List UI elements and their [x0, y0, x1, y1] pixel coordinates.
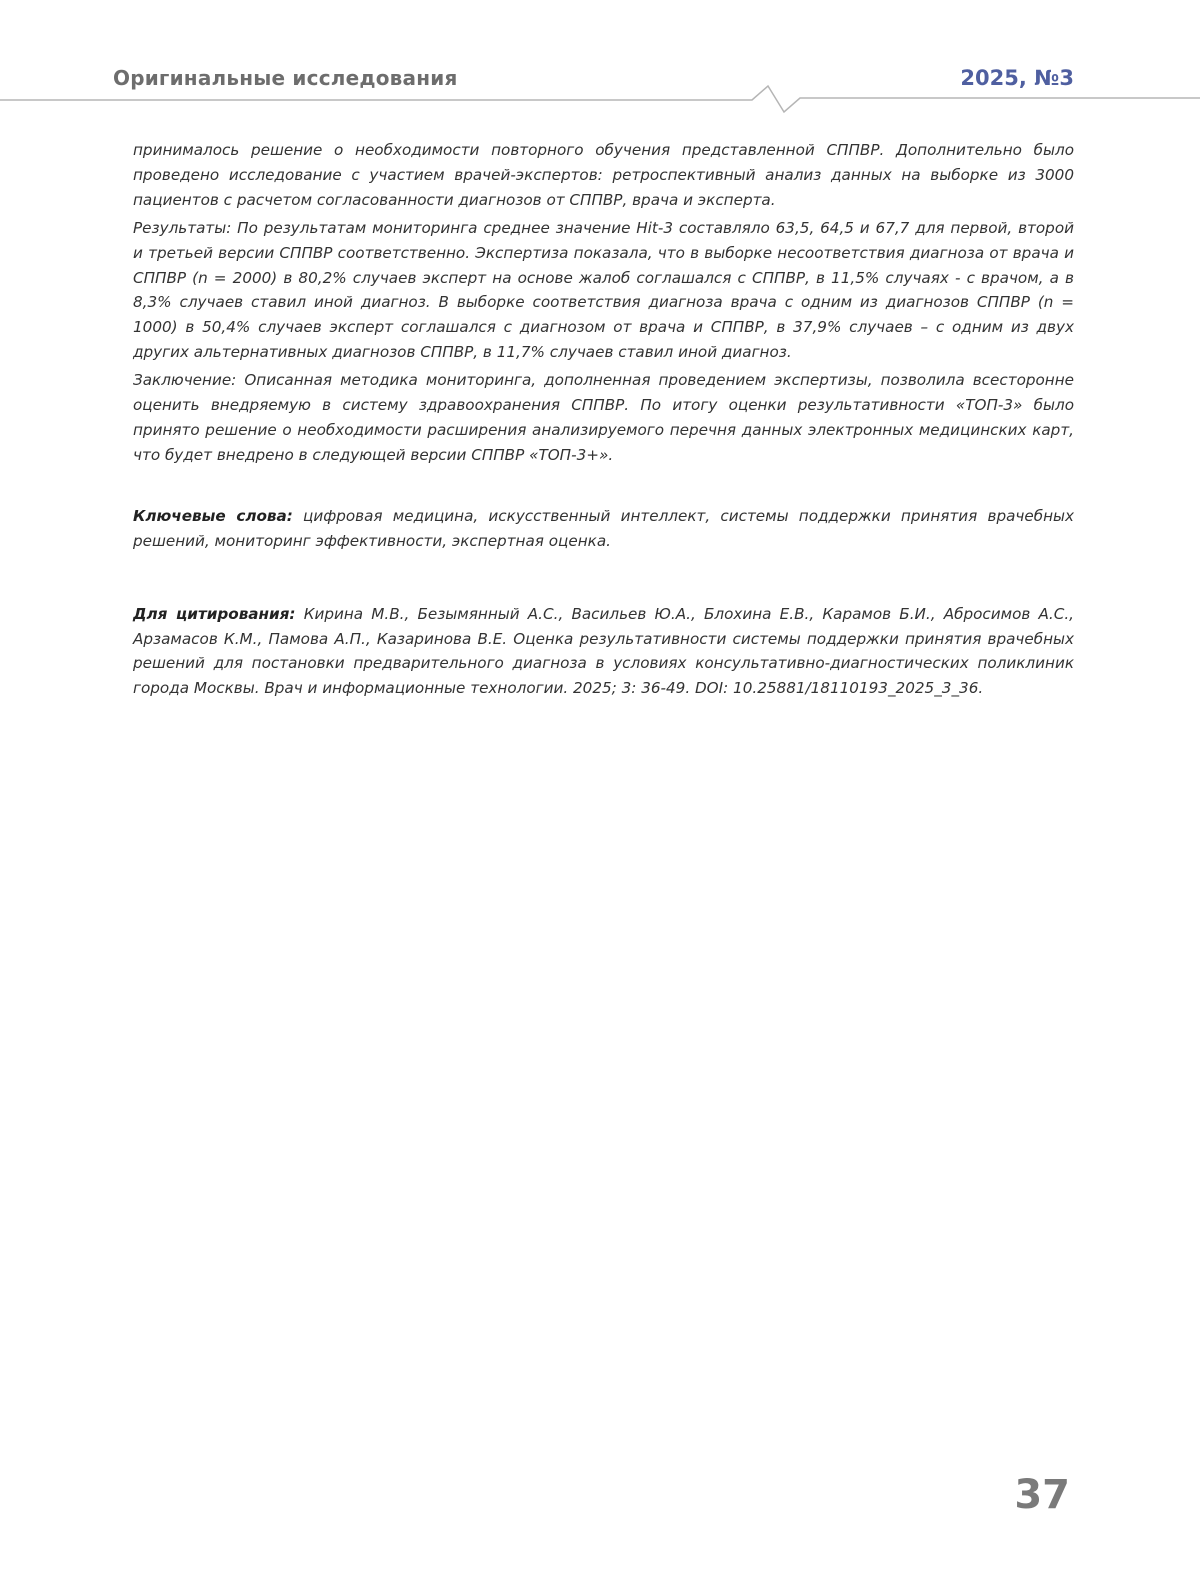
page-number: 37: [1014, 1472, 1070, 1518]
abstract-intro-continuation: принималось решение о необходимости повторного обучения представленной СППВР. Дополнительно было проведено исследование с участием врачей-экспертов: ретроспективный анализ данных на выборке из 3000 пациентов с расчетом согласованности диагнозов от СППВР, врача и эксперта.: [133, 141, 1074, 209]
keywords-label: Ключевые слова:: [133, 506, 293, 525]
header-divider: [0, 84, 1200, 114]
citation-paragraph: [133, 602, 1074, 702]
citation-label: Для цитирования:: [133, 604, 296, 623]
keywords-paragraph: [133, 504, 1074, 554]
abstract-results: Результаты: По результатам мониторинга среднее значение Hit-3 составляло 63,5, 64,5 и 67,7 для первой, второй и третьей версии СППВР соответственно. Экспертиза показала, что в выборке несоответствия диагноза от врача и СППВР (n = 2000) в 80,2% случаев эксперт на основе жалоб соглашался с СППВР, в 11,5% случаях - с врачом, а в 8,3% случаев ставил иной диагноз. В выборке соответствия диагноза врача с одним из диагнозов СППВР (n = 1000) в 50,4% случаев эксперт соглашался с диагнозом от врача и СППВР, в 37,9% случаев – с одним из двух других альтернативных диагнозов СППВР, в 11,7% случаев ставил иной диагноз.: [133, 218, 1074, 362]
section-title: Оригинальные исследования: [113, 66, 458, 90]
citation-text: Кирина М.В., Безымянный А.С., Васильев Ю.А., Блохина Е.В., Карамов Б.И., Абросимов А.С., Арзамасов К.М., Памова А.П., Казаринова В.Е. Оценка результативности системы поддержки принятия врачебных решений для постановки предварительного диагноза в условиях консультативно-диагностических поликлиник города Москвы. Врач и информационные технологии. 2025; 3: 36-49. DOI: 10.25881/18110193_2025_3_36.: [133, 604, 1074, 698]
page-header: [0, 0, 1200, 120]
keywords-text: цифровая медицина, искусственный интеллект, системы поддержки принятия врачебных решений, мониторинг эффективности, экспертная оценка.: [133, 506, 1074, 550]
issue-number: 2025, №3: [960, 66, 1074, 90]
article-abstract: [133, 138, 1074, 704]
abstract-conclusion: Заключение: Описанная методика мониторинга, дополненная проведением экспертизы, позволила всесторонне оценить внедряемую в систему здравоохранения СППВР. По итогу оценки результативности «ТОП-3» было принято решение о необходимости расширения анализируемого перечня данных электронных медицинских карт, что будет внедрено в следующей версии СППВР «ТОП-3+».: [133, 371, 1074, 464]
